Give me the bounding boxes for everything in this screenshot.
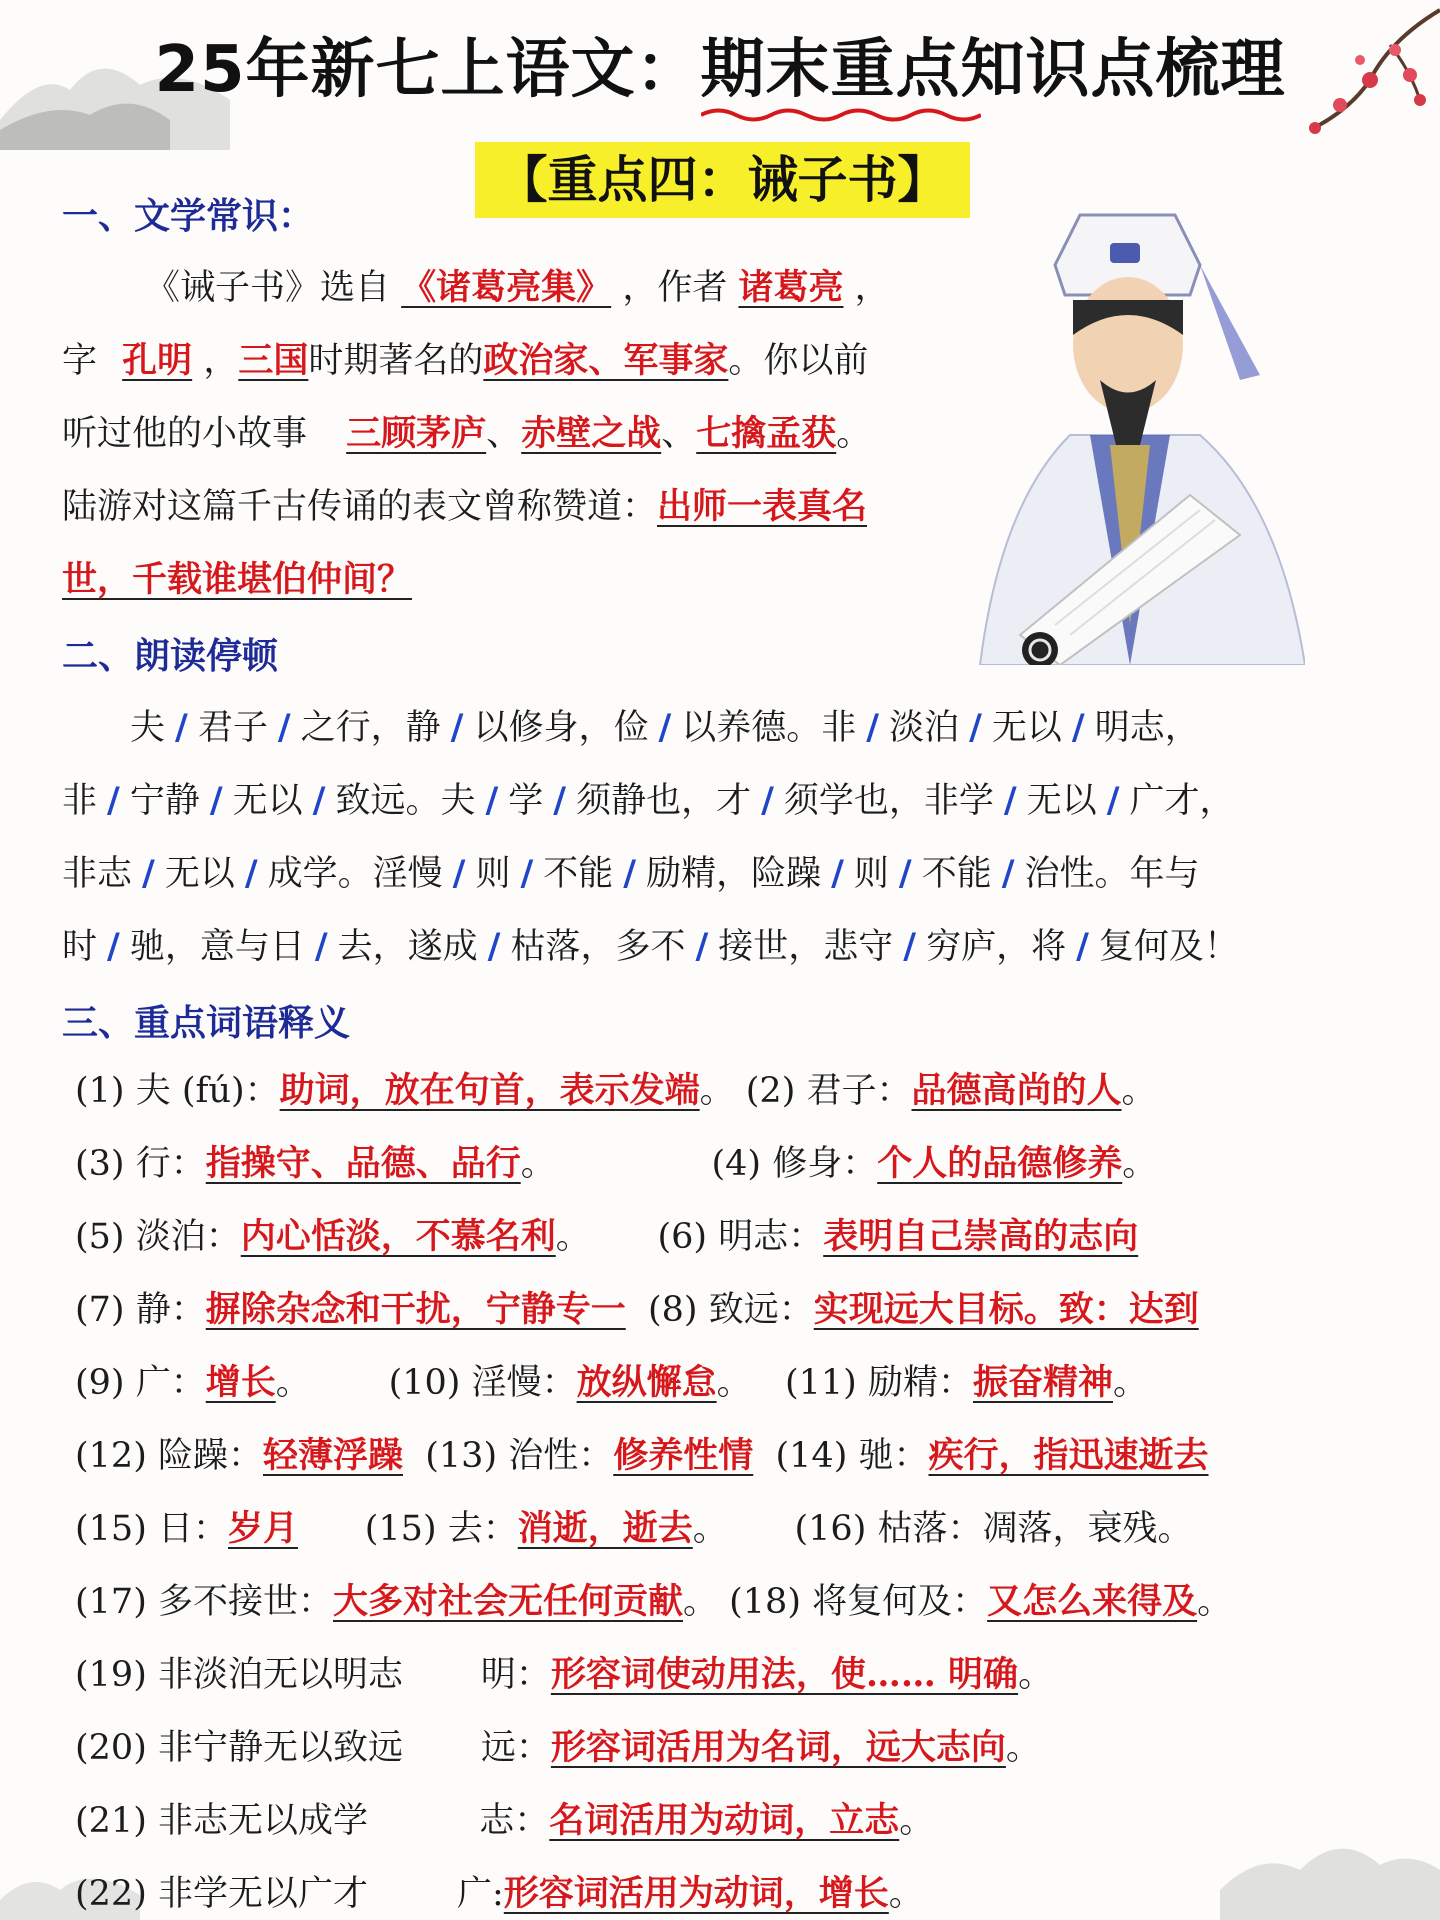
vocab-definition: 又怎么来得及	[987, 1581, 1198, 1622]
vocab-term: 。	[899, 1801, 935, 1841]
vocab-definition: 形容词使动用法，使…… 明确	[550, 1654, 1019, 1695]
vocab-term: 志：	[367, 1801, 550, 1841]
zhuge-liang-portrait	[960, 205, 1305, 665]
vocab-term: 。 (11) 励精：	[716, 1363, 973, 1403]
vocab-term: (19) 非淡泊无以明志	[75, 1655, 403, 1695]
vocab-row	[75, 1871, 924, 1917]
vocab-term: (22) 非学无以广才	[75, 1874, 368, 1914]
pause-slash: /	[898, 853, 912, 894]
vocab-term: 。 (6) 明志：	[555, 1217, 824, 1257]
vocab-term: (8) 致远：	[625, 1290, 814, 1330]
vocab-row	[75, 1360, 1148, 1406]
vocab-term: 明：	[402, 1655, 551, 1695]
vocab-row	[75, 1798, 934, 1844]
vocab-definition: 形容词活用为名词，远大志向	[550, 1727, 1006, 1768]
vocab-term: 。 (4) 修身：	[520, 1144, 878, 1184]
pause-segment: 君子	[197, 708, 268, 748]
vocab-term: (3) 行：	[75, 1144, 206, 1184]
pause-segment: 夫	[130, 708, 166, 748]
vocab-term: 。	[888, 1874, 924, 1914]
literature-line-5: 世，千载谁堪伯仲间？	[62, 559, 413, 600]
pause-slash: /	[969, 707, 982, 748]
vocab-definition: 指操守、品德、品行	[205, 1143, 521, 1184]
pause-segment: 以修身，俭	[473, 708, 649, 748]
vocab-term: 。	[1122, 1144, 1158, 1184]
vocab-term: (15) 日：	[75, 1509, 228, 1549]
vocab-term: 。 (2) 君子：	[699, 1071, 912, 1111]
vocab-definition: 疾行，指迅速逝去	[928, 1435, 1209, 1476]
vocab-row	[75, 1506, 1192, 1552]
literature-line-2: 字 孔明 ，三国时期著名的政治家、军事家。你以前	[62, 340, 869, 381]
vocab-term: 。	[1121, 1071, 1157, 1111]
pause-line	[62, 851, 1200, 897]
topic-banner: 【重点四：诫子书】	[475, 142, 970, 218]
pause-segment: 以养德。非	[681, 708, 857, 748]
pause-slash: /	[450, 707, 464, 748]
pause-line	[62, 924, 1239, 970]
pause-segment: 明志，	[1094, 708, 1200, 748]
pause-slash: /	[485, 780, 499, 821]
vocab-term: (7) 静：	[75, 1290, 206, 1330]
literature-line-4: 陆游对这篇千古传诵的表文曾称赞道：出师一表真名	[62, 486, 868, 527]
pause-slash: /	[695, 926, 709, 967]
vocab-term: (20) 非宁静无以致远	[75, 1728, 403, 1768]
pause-segment: 广才，	[1129, 781, 1235, 821]
pause-slash: /	[175, 707, 188, 748]
vocab-term: 。	[1197, 1582, 1233, 1622]
pause-segment: 须静也，才	[576, 781, 752, 821]
vocab-row	[75, 1287, 1199, 1333]
pause-slash: /	[1001, 853, 1015, 894]
pause-slash: /	[866, 707, 880, 748]
pause-slash: /	[244, 853, 258, 894]
pause-segment: 去，遂成	[337, 927, 478, 967]
vocab-term: (14) 驰：	[753, 1436, 929, 1476]
literature-line-3: 听过他的小故事 三顾茅庐、赤壁之战、七擒孟获。	[62, 413, 872, 454]
pause-segment: 驰，意与日	[129, 927, 305, 967]
ink-mountain-bottom-right	[1220, 1820, 1440, 1920]
pause-segment: 治性。年与	[1024, 854, 1200, 894]
vocab-definition: 助词，放在句首，表示发端	[279, 1070, 700, 1111]
pause-segment: 非	[62, 781, 98, 821]
vocab-row	[75, 1725, 1041, 1771]
pause-segment: 穷庐，将	[926, 927, 1067, 967]
vocab-term: 。	[1018, 1655, 1054, 1695]
section-heading-literature: 一、文学常识：	[62, 196, 315, 237]
vocab-definition: 形容词活用为动词，增长	[503, 1873, 889, 1914]
pause-slash: /	[1106, 780, 1120, 821]
pause-slash: /	[903, 926, 917, 967]
pause-segment: 枯落，多不	[510, 927, 686, 967]
pause-segment: 须学也，非学	[783, 781, 994, 821]
vocab-definition: 实现远大目标。致：达到	[813, 1289, 1199, 1330]
pause-segment: 励精，险躁	[646, 854, 822, 894]
section-heading-vocabulary: 三、重点词语释义	[62, 1003, 351, 1044]
vocab-definition: 放纵懈怠	[576, 1362, 717, 1403]
pause-slash: /	[1003, 780, 1017, 821]
vocab-term: (5) 淡泊：	[75, 1217, 241, 1257]
pause-segment: 成学。淫慢	[267, 854, 443, 894]
vocab-row	[75, 1141, 1157, 1187]
pause-segment: 之行，静	[300, 708, 441, 748]
pause-slash: /	[553, 780, 567, 821]
vocab-term: 。	[1112, 1363, 1148, 1403]
vocab-row	[75, 1214, 1138, 1260]
pause-segment: 学	[508, 781, 544, 821]
vocab-definition: 品德高尚的人	[911, 1070, 1122, 1111]
pause-slash: /	[314, 926, 328, 967]
vocab-term: (21) 非志无以成学	[75, 1801, 368, 1841]
vocab-row	[75, 1068, 1157, 1114]
vocab-definition: 大多对社会无任何贡献	[332, 1581, 683, 1622]
vocab-term: (12) 险躁：	[75, 1436, 263, 1476]
pause-segment: 无以	[991, 708, 1062, 748]
vocab-definition: 修养性情	[613, 1435, 754, 1476]
vocab-term: (15) 去：	[298, 1509, 518, 1549]
vocab-definition: 岁月	[227, 1508, 298, 1549]
vocab-term: 广:	[367, 1874, 504, 1914]
pause-slash: /	[452, 853, 466, 894]
pause-segment: 则	[475, 854, 511, 894]
vocab-term: (1) 夫 (fú)：	[75, 1071, 280, 1111]
pause-slash: /	[831, 853, 844, 894]
vocab-term: (9) 广：	[75, 1363, 206, 1403]
pause-slash: /	[658, 707, 672, 748]
pause-segment: 时	[62, 927, 98, 967]
vocab-definition: 消逝，逝去	[517, 1508, 693, 1549]
page-title	[0, 18, 1440, 110]
vocab-definition: 增长	[205, 1362, 276, 1403]
pause-slash: /	[623, 853, 637, 894]
title-prefix: 25年新七上语文：	[154, 33, 701, 107]
vocab-term: 。 (18) 将复何及：	[683, 1582, 988, 1622]
pause-segment: 致远。夫	[335, 781, 476, 821]
wavy-underline	[701, 106, 981, 124]
pause-segment: 则	[853, 854, 889, 894]
pause-segment: 不能	[543, 854, 614, 894]
vocab-definition: 振奋精神	[972, 1362, 1113, 1403]
pause-slash: /	[520, 853, 534, 894]
vocab-definition: 摒除杂念和干扰，宁静专一	[205, 1289, 626, 1330]
pause-slash: /	[487, 926, 501, 967]
pause-segment: 无以	[1026, 781, 1097, 821]
vocab-row	[75, 1433, 1209, 1479]
title-highlight: 期末重点	[700, 33, 961, 107]
literature-line-1: 《诫子书》选自 《诸葛亮集》 ，作者 诸葛亮 ，	[145, 267, 890, 308]
pause-segment: 不能	[921, 854, 992, 894]
pause-line	[130, 705, 1200, 751]
pause-slash: /	[209, 780, 223, 821]
pause-slash: /	[1076, 926, 1089, 967]
pause-slash: /	[277, 707, 291, 748]
pause-segment: 无以	[232, 781, 303, 821]
pause-slash: /	[107, 926, 120, 967]
vocab-term: 远：	[402, 1728, 551, 1768]
vocab-term: (13) 治性：	[403, 1436, 614, 1476]
pause-slash: /	[142, 853, 155, 894]
vocab-term: 。 (16) 枯落：凋落，衰残。	[692, 1509, 1193, 1549]
pause-segment: 接世，悲守	[718, 927, 894, 967]
pause-segment: 淡泊	[889, 708, 960, 748]
vocab-term: 。	[1005, 1728, 1041, 1768]
vocab-term: (17) 多不接世：	[75, 1582, 333, 1622]
pause-slash: /	[1071, 707, 1085, 748]
pause-segment: 复何及！	[1098, 927, 1239, 967]
vocab-definition: 名词活用为动词，立志	[549, 1800, 900, 1841]
title-suffix: 知识点梳理	[960, 33, 1286, 107]
vocab-row	[75, 1652, 1053, 1698]
vocab-row	[75, 1579, 1232, 1625]
pause-slash: /	[107, 780, 120, 821]
pause-slash: /	[761, 780, 774, 821]
vocab-definition: 个人的品德修养	[877, 1143, 1123, 1184]
section-heading-pauses: 二、朗读停顿	[62, 636, 279, 677]
pause-slash: /	[312, 780, 326, 821]
vocab-term: 。 (10) 淫慢：	[275, 1363, 577, 1403]
vocab-definition: 内心恬淡，不慕名利	[240, 1216, 556, 1257]
vocab-definition: 表明自己崇高的志向	[823, 1216, 1139, 1257]
pause-segment: 无以	[164, 854, 235, 894]
pause-segment: 宁静	[129, 781, 200, 821]
pause-line	[62, 778, 1235, 824]
pause-segment: 非志	[62, 854, 133, 894]
vocab-definition: 轻薄浮躁	[262, 1435, 403, 1476]
